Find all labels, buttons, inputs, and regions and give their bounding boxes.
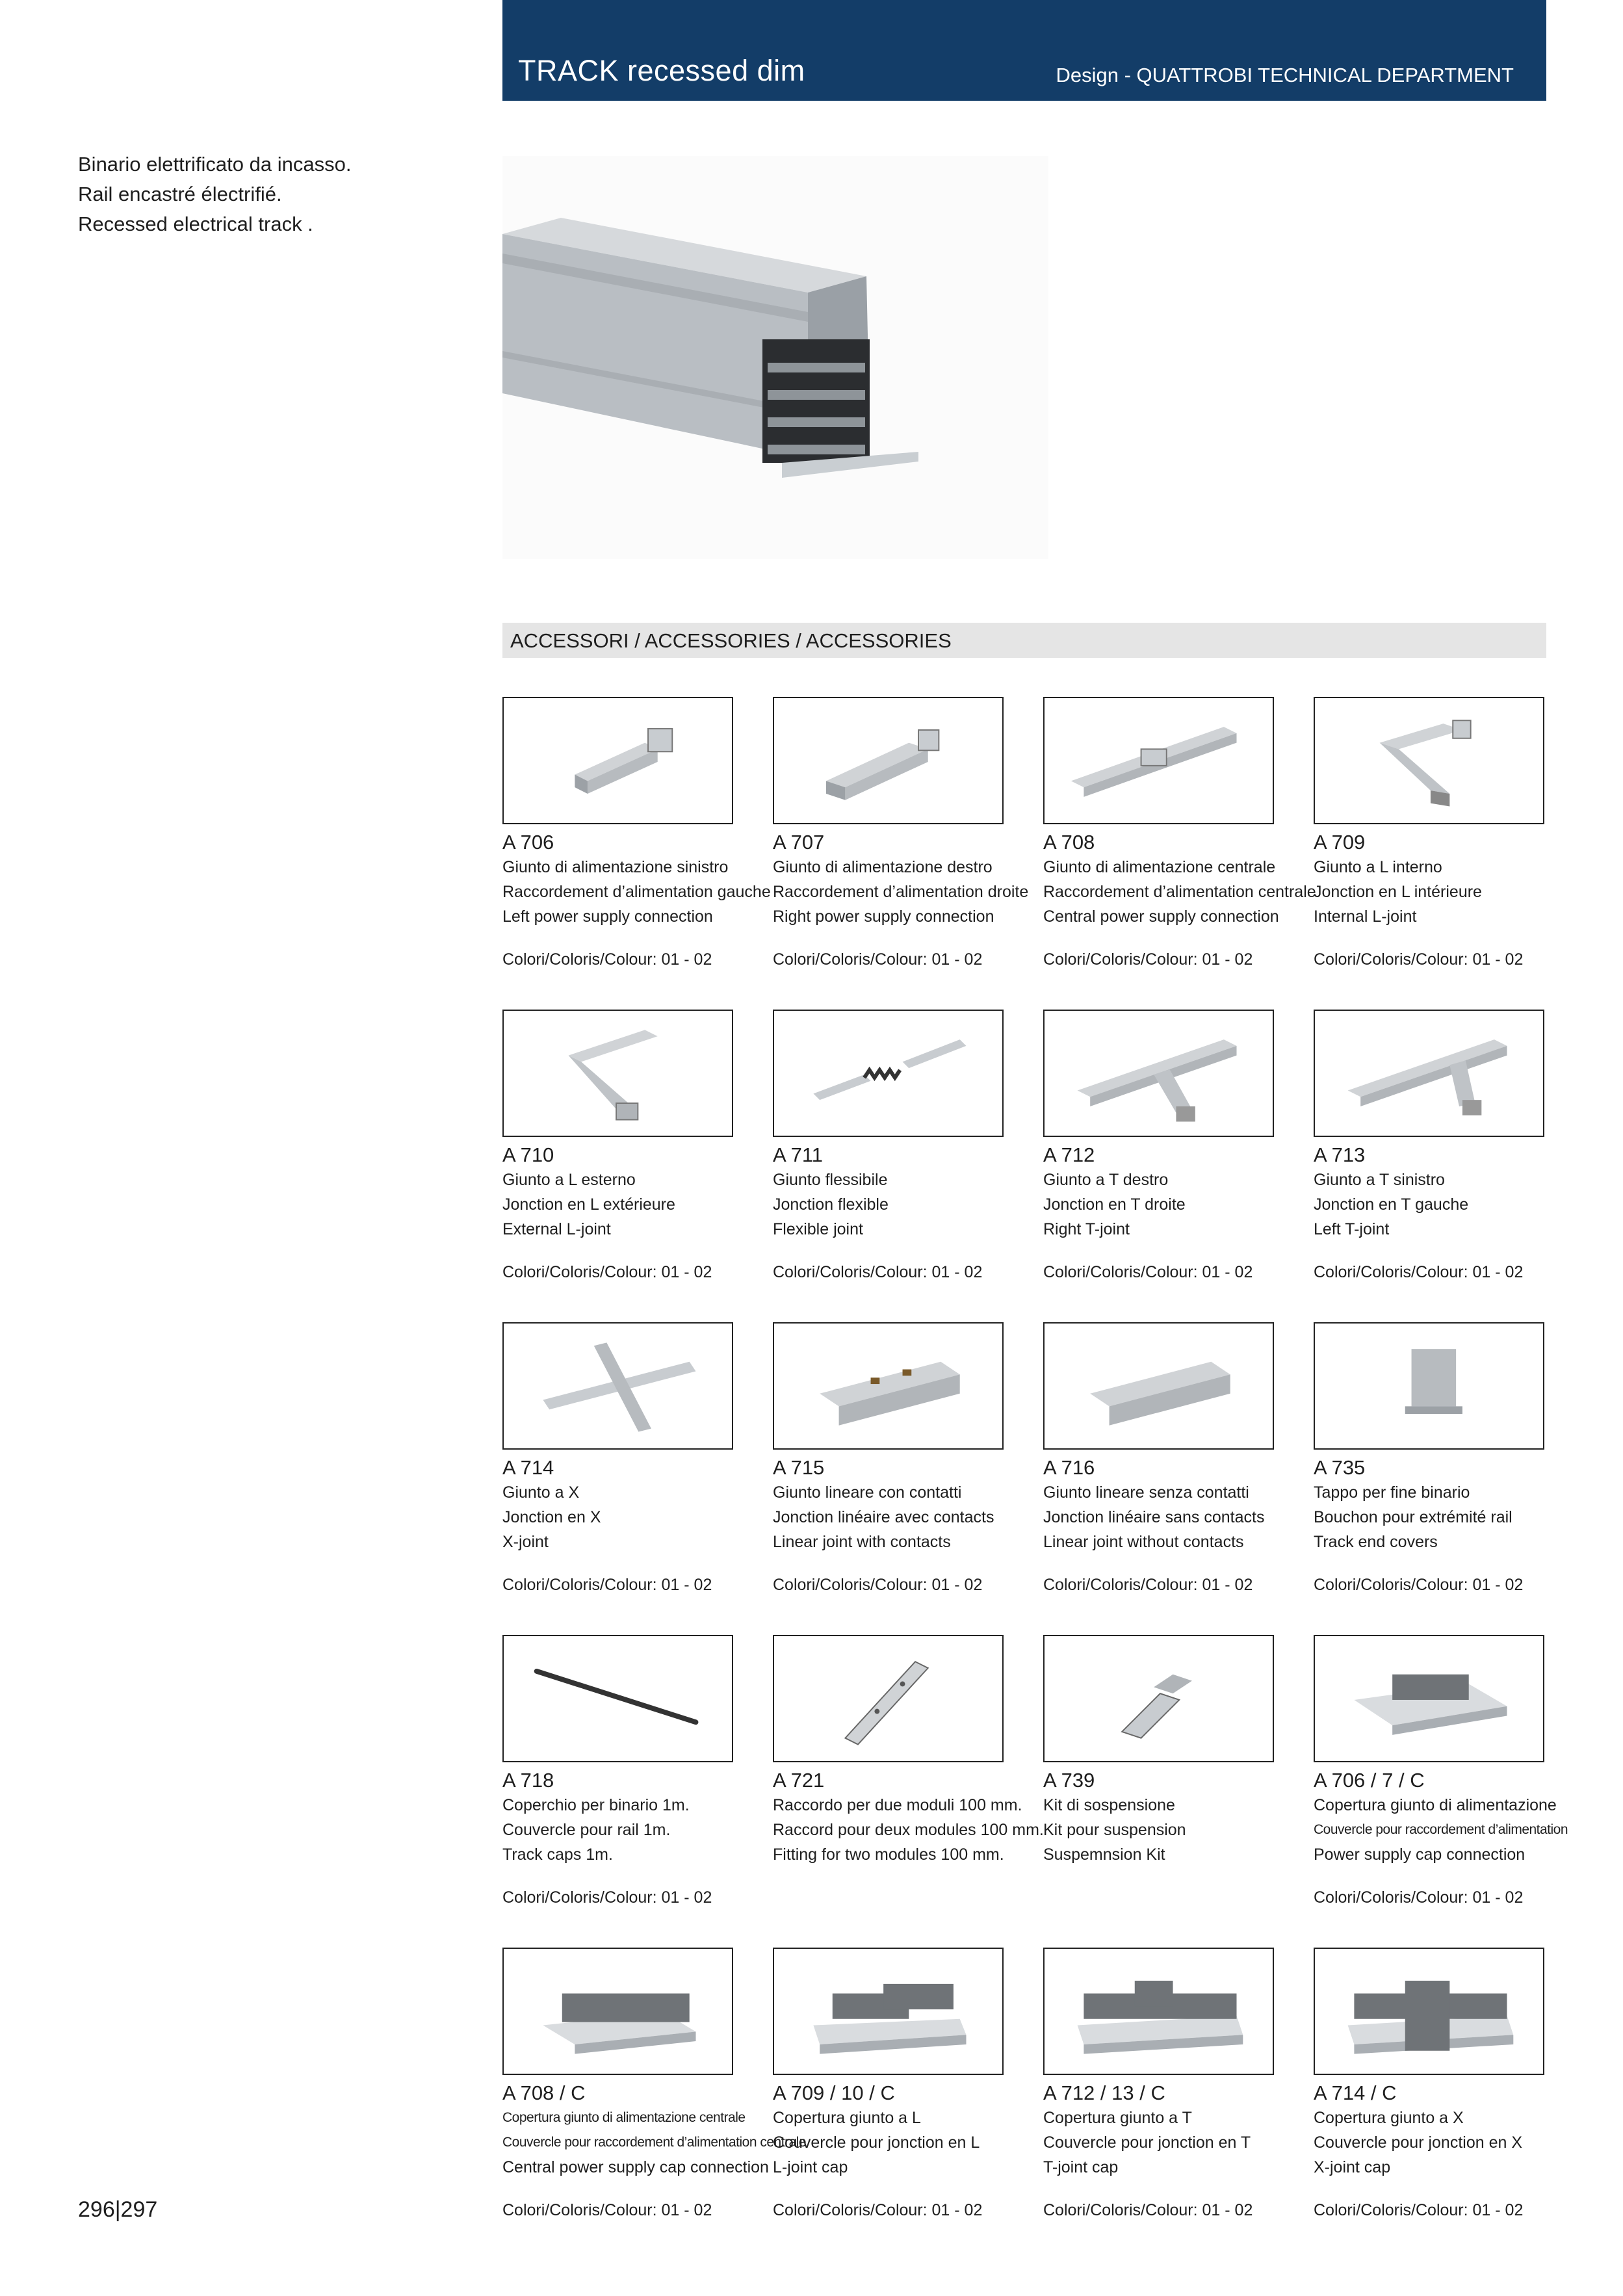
accessory-item <box>502 697 771 969</box>
intro-line-it: Binario elettrificato da incasso. <box>78 153 352 176</box>
product-code: A 706 <box>502 831 554 854</box>
description-it: Giunto a T sinistro <box>1314 1171 1445 1189</box>
product-image-box <box>1043 1322 1274 1450</box>
colour-options: Colori/Coloris/Colour: 01 - 02 <box>1314 1888 1524 1907</box>
colour-options: Colori/Coloris/Colour: 01 - 02 <box>502 1888 712 1907</box>
accessory-item <box>502 1322 762 1594</box>
product-code: A 718 <box>502 1769 554 1792</box>
description-it: Giunto di alimentazione centrale <box>1043 858 1276 876</box>
accessory-item <box>1314 1322 1574 1594</box>
description-fr: Jonction en X <box>502 1508 601 1526</box>
description-fr: Couvercle pour raccordement d’alimentation <box>1314 1822 1568 1837</box>
accessory-item <box>773 1010 1033 1281</box>
description-fr: Couvercle pour raccordement d’alimentation centrale <box>502 2135 807 2150</box>
recessed-track-icon <box>502 156 1048 559</box>
description-fr: Couvercle pour jonction en X <box>1314 2133 1523 2152</box>
accessory-item <box>1043 697 1316 969</box>
accessory-item <box>1314 697 1574 969</box>
accessory-item <box>1043 1322 1303 1594</box>
product-code: A 709 / 10 / C <box>773 2081 895 2104</box>
description-fr: Raccordement d’alimentation gauche <box>502 883 771 901</box>
product-code: A 735 <box>1314 1456 1366 1479</box>
description-fr: Bouchon pour extrémité rail <box>1314 1508 1513 1526</box>
product-code: A 716 <box>1043 1456 1095 1479</box>
description-en: Right power supply connection <box>773 907 994 926</box>
accessory-item <box>773 1322 1033 1594</box>
product-image-box <box>1314 1948 1544 2075</box>
description-en: X-joint cap <box>1314 2158 1391 2176</box>
description-it: Copertura giunto a L <box>773 2109 921 2127</box>
product-image-box <box>502 1322 733 1450</box>
description-fr: Couvercle pour rail 1m. <box>502 1821 671 1839</box>
description-fr: Couvercle pour jonction en L <box>773 2133 980 2152</box>
accessories-heading: ACCESSORI / ACCESSORIES / ACCESSORIES <box>510 629 952 652</box>
left-t-joint-icon <box>1315 1011 1543 1136</box>
description-fr: Jonction en T droite <box>1043 1195 1186 1214</box>
header-bar <box>502 0 1546 101</box>
product-code: A 708 <box>1043 831 1095 854</box>
product-description <box>502 1480 762 1554</box>
intro-text <box>78 150 351 239</box>
colour-options: Colori/Coloris/Colour: 01 - 02 <box>773 950 983 969</box>
colour-options: Colori/Coloris/Colour: 01 - 02 <box>502 950 712 969</box>
description-en: Left power supply connection <box>502 907 713 926</box>
colour-options: Colori/Coloris/Colour: 01 - 02 <box>1043 1576 1253 1594</box>
product-description <box>502 855 771 929</box>
description-en: L-joint cap <box>773 2158 848 2176</box>
description-fr: Jonction en L extérieure <box>502 1195 675 1214</box>
product-description <box>1314 2106 1574 2180</box>
power-cap-icon <box>1315 1636 1543 1761</box>
flexible-joint-icon <box>774 1011 1002 1136</box>
accessory-item <box>1043 1010 1303 1281</box>
product-description <box>1314 855 1574 929</box>
description-fr: Kit pour suspension <box>1043 1821 1186 1839</box>
accessory-item <box>502 1635 762 1907</box>
internal-l-joint-icon <box>1315 698 1543 823</box>
accessory-item <box>773 697 1033 969</box>
product-code: A 713 <box>1314 1143 1366 1166</box>
accessory-item <box>1314 1010 1574 1281</box>
colour-options: Colori/Coloris/Colour: 01 - 02 <box>502 1576 712 1594</box>
product-image-box <box>1314 1322 1544 1450</box>
product-image-box <box>773 697 1004 824</box>
product-description <box>502 1793 762 1867</box>
description-it: Giunto a X <box>502 1483 580 1502</box>
description-it: Giunto a T destro <box>1043 1171 1169 1189</box>
description-en: Linear joint without contacts <box>1043 1533 1244 1551</box>
l-joint-cap-icon <box>774 1949 1002 2074</box>
product-image-box <box>1043 1635 1274 1762</box>
product-image-box <box>502 1948 733 2075</box>
product-description <box>502 1168 762 1242</box>
right-power-connector-icon <box>774 698 1002 823</box>
product-description <box>1043 1793 1303 1867</box>
accessory-item <box>1043 1635 1303 1867</box>
description-en: Central power supply cap connection <box>502 2158 769 2176</box>
product-code: A 708 / C <box>502 2081 586 2104</box>
description-en: Power supply cap connection <box>1314 1846 1526 1864</box>
description-it: Raccordo per due moduli 100 mm. <box>773 1796 1022 1814</box>
product-code: A 707 <box>773 831 825 854</box>
product-image-box <box>1043 1948 1274 2075</box>
product-image-box <box>1043 697 1274 824</box>
description-fr: Couvercle pour jonction en T <box>1043 2133 1251 2152</box>
product-code: A 710 <box>502 1143 554 1166</box>
description-fr: Raccord pour deux modules 100 mm. <box>773 1821 1044 1839</box>
external-l-joint-icon <box>504 1011 732 1136</box>
accessory-item <box>502 1948 807 2219</box>
description-en: Right T-joint <box>1043 1220 1130 1238</box>
right-t-joint-icon <box>1045 1011 1273 1136</box>
product-code: A 711 <box>773 1143 824 1166</box>
linear-joint-contacts-icon <box>774 1324 1002 1448</box>
product-description <box>1043 1480 1303 1554</box>
description-it: Giunto di alimentazione destro <box>773 858 993 876</box>
description-it: Copertura giunto a T <box>1043 2109 1192 2127</box>
description-it: Tappo per fine binario <box>1314 1483 1470 1502</box>
description-it: Giunto flessibile <box>773 1171 888 1189</box>
track-cap-icon <box>504 1636 732 1761</box>
description-fr: Raccordement d’alimentation droite <box>773 883 1029 901</box>
product-code: A 714 / C <box>1314 2081 1397 2104</box>
intro-line-en: Recessed electrical track . <box>78 213 313 235</box>
product-description <box>773 2106 1033 2180</box>
colour-options: Colori/Coloris/Colour: 01 - 02 <box>773 1263 983 1281</box>
product-image-box <box>502 697 733 824</box>
colour-options: Colori/Coloris/Colour: 01 - 02 <box>1043 2201 1253 2219</box>
product-description <box>1314 1480 1574 1554</box>
description-fr: Jonction en T gauche <box>1314 1195 1469 1214</box>
product-image-box <box>1314 697 1544 824</box>
product-description <box>773 855 1033 929</box>
colour-options: Colori/Coloris/Colour: 01 - 02 <box>1314 950 1524 969</box>
description-en: Internal L-joint <box>1314 907 1417 926</box>
product-description <box>1043 1168 1303 1242</box>
description-en: Linear joint with contacts <box>773 1533 951 1551</box>
product-image-box <box>1043 1010 1274 1137</box>
description-en: Track end covers <box>1314 1533 1438 1551</box>
product-image-box <box>773 1635 1004 1762</box>
description-en: T-joint cap <box>1043 2158 1119 2176</box>
accessory-item <box>773 1948 1033 2219</box>
description-fr: Jonction linéaire sans contacts <box>1043 1508 1265 1526</box>
design-credit: Design - QUATTROBI TECHNICAL DEPARTMENT <box>1056 64 1514 86</box>
description-it: Coperchio per binario 1m. <box>502 1796 690 1814</box>
product-code: A 714 <box>502 1456 554 1479</box>
description-en: Track caps 1m. <box>502 1846 613 1864</box>
product-image-box <box>773 1010 1004 1137</box>
product-description <box>773 1793 1044 1867</box>
product-image-box <box>773 1322 1004 1450</box>
description-it: Copertura giunto di alimentazione <box>1314 1796 1557 1814</box>
page-number: 296|297 <box>78 2197 158 2222</box>
product-image-box <box>502 1635 733 1762</box>
accessory-item <box>1314 1635 1574 1907</box>
accessory-item <box>1314 1948 1574 2219</box>
product-description <box>1314 1793 1574 1867</box>
description-fr: Raccordement d’alimentation centrale <box>1043 883 1316 901</box>
accessory-item <box>1043 1948 1303 2219</box>
description-fr: Jonction en L intérieure <box>1314 883 1482 901</box>
product-code: A 712 <box>1043 1143 1095 1166</box>
central-power-cap-icon <box>504 1949 732 2074</box>
product-image-box <box>502 1010 733 1137</box>
product-description <box>502 2106 807 2180</box>
description-en: External L-joint <box>502 1220 611 1238</box>
intro-line-fr: Rail encastré électrifié. <box>78 183 282 205</box>
description-en: Suspemnsion Kit <box>1043 1846 1165 1864</box>
colour-options: Colori/Coloris/Colour: 01 - 02 <box>1314 2201 1524 2219</box>
colour-options: Colori/Coloris/Colour: 01 - 02 <box>1314 1263 1524 1281</box>
central-power-connector-icon <box>1045 698 1273 823</box>
colour-options: Colori/Coloris/Colour: 01 - 02 <box>502 1263 712 1281</box>
product-code: A 715 <box>773 1456 825 1479</box>
description-fr: Jonction linéaire avec contacts <box>773 1508 994 1526</box>
product-code: A 721 <box>773 1769 825 1792</box>
module-fitting-icon <box>774 1636 1002 1761</box>
product-image-box <box>1314 1010 1544 1137</box>
product-code: A 712 / 13 / C <box>1043 2081 1165 2104</box>
description-it: Giunto lineare con contatti <box>773 1483 962 1502</box>
colour-options: Colori/Coloris/Colour: 01 - 02 <box>502 2201 712 2219</box>
accessories-heading-bar <box>502 623 1546 658</box>
product-description <box>773 1168 1033 1242</box>
product-image-box <box>773 1948 1004 2075</box>
product-description <box>1043 2106 1303 2180</box>
product-code: A 709 <box>1314 831 1366 854</box>
description-en: Fitting for two modules 100 mm. <box>773 1846 1004 1864</box>
product-description <box>1043 855 1316 929</box>
x-joint-icon <box>504 1324 732 1448</box>
description-it: Giunto lineare senza contatti <box>1043 1483 1249 1502</box>
suspension-kit-icon <box>1045 1636 1273 1761</box>
t-joint-cap-icon <box>1045 1949 1273 2074</box>
accessory-item <box>502 1010 762 1281</box>
product-description <box>1314 1168 1574 1242</box>
colour-options: Colori/Coloris/Colour: 01 - 02 <box>1314 1576 1524 1594</box>
description-it: Giunto a L interno <box>1314 858 1442 876</box>
product-description <box>773 1480 1033 1554</box>
description-en: Flexible joint <box>773 1220 863 1238</box>
colour-options: Colori/Coloris/Colour: 01 - 02 <box>773 1576 983 1594</box>
page-title: TRACK recessed dim <box>518 54 805 87</box>
description-en: X-joint <box>502 1533 549 1551</box>
description-it: Giunto di alimentazione sinistro <box>502 858 729 876</box>
track-end-cover-icon <box>1315 1324 1543 1448</box>
left-power-connector-icon <box>504 698 732 823</box>
description-fr: Jonction flexible <box>773 1195 889 1214</box>
description-en: Central power supply connection <box>1043 907 1279 926</box>
linear-joint-no-contacts-icon <box>1045 1324 1273 1448</box>
product-image-box <box>1314 1635 1544 1762</box>
description-en: Left T-joint <box>1314 1220 1390 1238</box>
x-joint-cap-icon <box>1315 1949 1543 2074</box>
accessory-item <box>773 1635 1044 1867</box>
colour-options: Colori/Coloris/Colour: 01 - 02 <box>1043 1263 1253 1281</box>
product-code: A 706 / 7 / C <box>1314 1769 1425 1792</box>
product-code: A 739 <box>1043 1769 1095 1792</box>
description-it: Copertura giunto di alimentazione centrale <box>502 2110 746 2125</box>
colour-options: Colori/Coloris/Colour: 01 - 02 <box>1043 950 1253 969</box>
description-it: Kit di sospensione <box>1043 1796 1175 1814</box>
description-it: Giunto a L esterno <box>502 1171 636 1189</box>
colour-options: Colori/Coloris/Colour: 01 - 02 <box>773 2201 983 2219</box>
description-it: Copertura giunto a X <box>1314 2109 1464 2127</box>
track-product-image <box>502 156 1048 559</box>
